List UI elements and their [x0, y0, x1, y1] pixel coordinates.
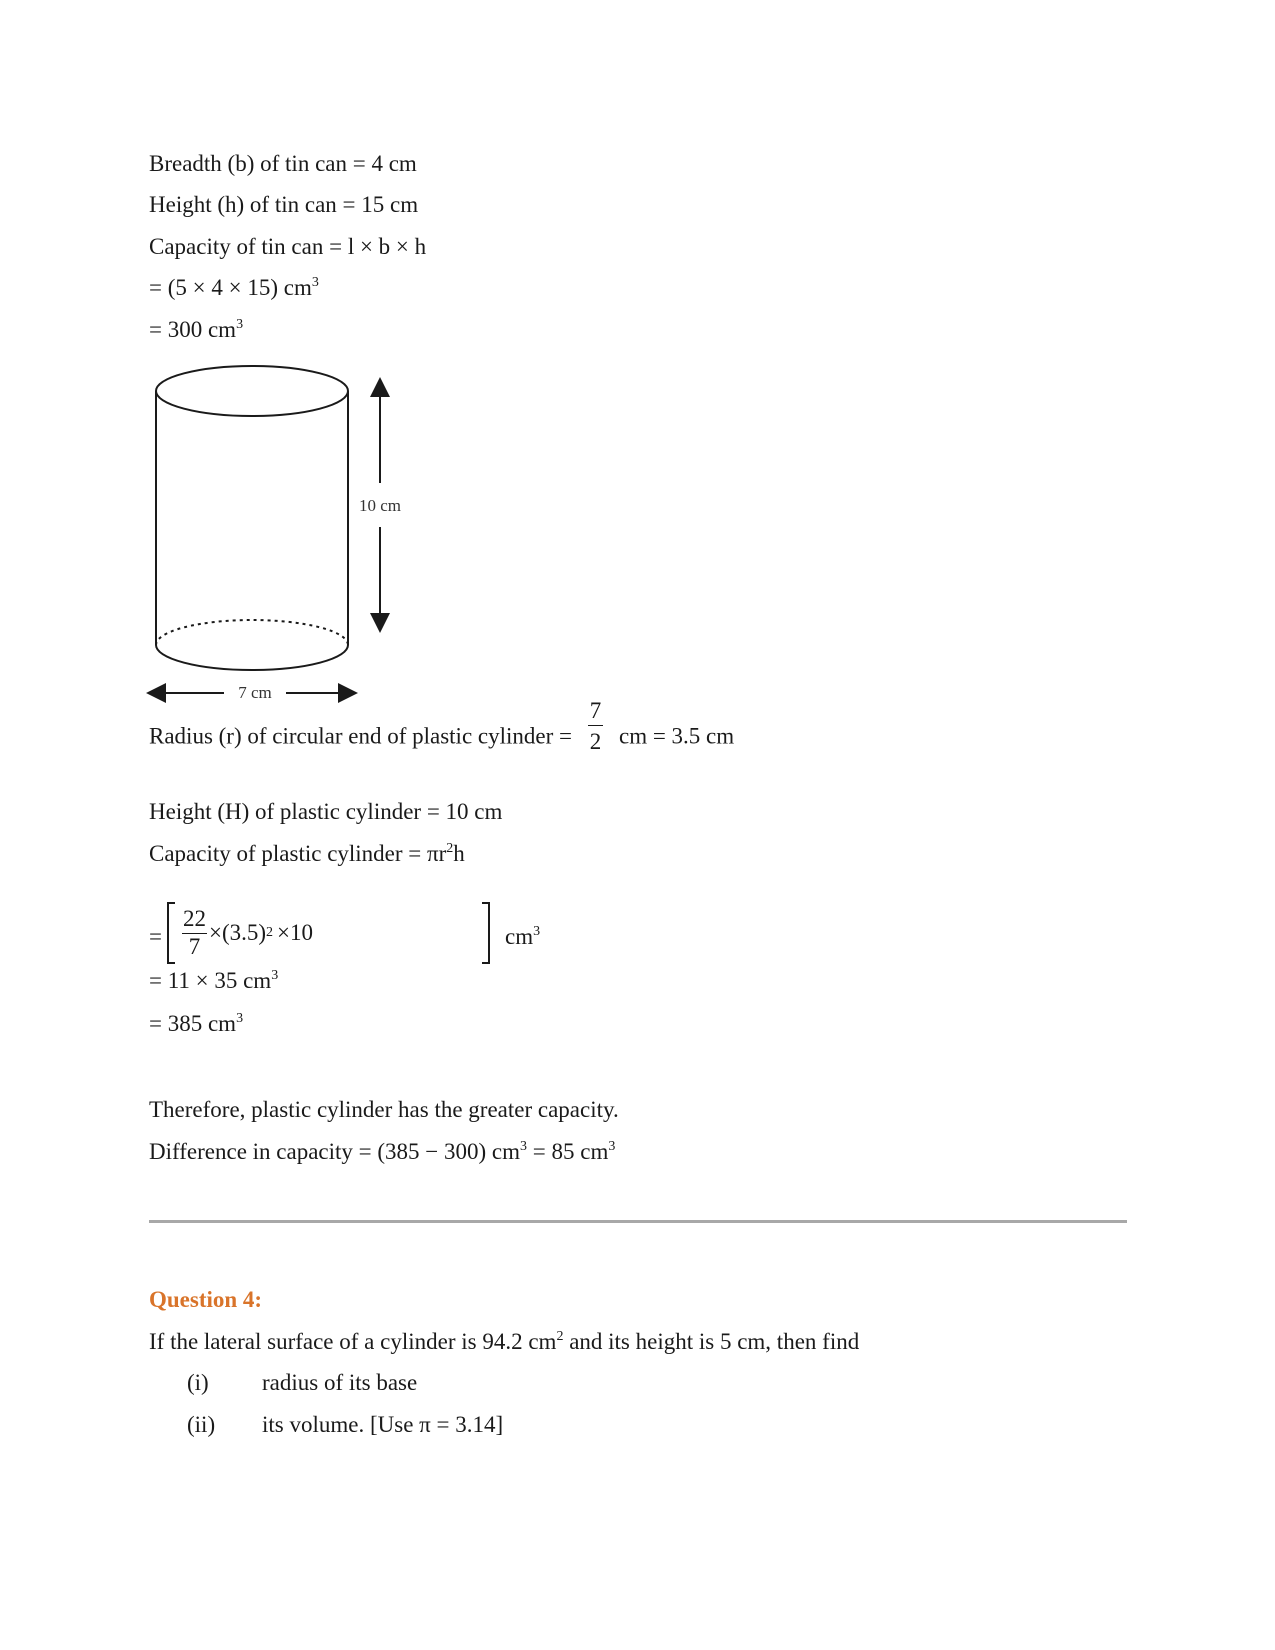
cylinder-figure	[140, 355, 430, 705]
unit-text: cm	[505, 924, 534, 949]
difference-line	[149, 1140, 615, 1163]
step-4-text: = 385 cm	[149, 1011, 237, 1036]
bracket-content: $\frac{22}{7}$ ×(3.5) 2 ×10	[183, 906, 314, 959]
capacity-step-3	[149, 969, 278, 992]
cylinder-top-ellipse	[156, 366, 348, 416]
diameter-label: 7 cm	[238, 683, 272, 702]
left-bracket	[167, 902, 175, 964]
question-item-text: radius of its base	[262, 1370, 418, 1395]
square-exponent: 2	[556, 1329, 564, 1344]
cube-exponent: 3	[311, 275, 319, 290]
cylinder-bottom-front	[156, 645, 348, 670]
fraction-numerator: 7	[588, 698, 604, 726]
height-label: 10 cm	[358, 496, 402, 515]
plastic-capacity-line	[149, 842, 465, 865]
question-item-number: (i)	[187, 1370, 209, 1395]
capacity-step-1	[149, 276, 319, 299]
question-text	[149, 1330, 859, 1353]
cylinder-bottom-back-dashed	[156, 620, 348, 645]
cube-exponent: 3	[608, 1139, 616, 1154]
capacity-formula: Capacity of plastic cylinder = πr	[149, 841, 447, 866]
difference-text: Difference in capacity = (385 − 300) cm	[149, 1139, 521, 1164]
section-divider	[149, 1220, 1127, 1223]
radius-line	[149, 698, 735, 755]
cube-exponent: 3	[533, 924, 541, 939]
height-line: Height (h) of tin can = 15 cm	[149, 192, 419, 217]
question-text-start: If the lateral surface of a cylinder is 94.2 cm	[149, 1329, 557, 1354]
bracket-numerator: 22	[182, 907, 207, 933]
bracket-end-term: ×10	[277, 920, 314, 945]
question-item-number: (ii)	[187, 1412, 216, 1437]
question-item-text: its volume. [Use π = 3.14]	[262, 1412, 504, 1437]
cube-exponent: 3	[236, 1011, 244, 1026]
equals-sign: =	[149, 924, 162, 949]
capacity-step-2	[149, 318, 243, 341]
breadth-line: Breadth (b) of tin can = 4 cm	[149, 151, 417, 176]
cube-exponent: 3	[271, 968, 279, 983]
difference-result: = 85 cm	[527, 1139, 609, 1164]
step-2-text: = 300 cm	[149, 317, 237, 342]
radius-text: Radius (r) of circular end of plastic cylinder =	[149, 723, 572, 749]
right-bracket	[482, 902, 490, 964]
fraction-denominator: 2	[589, 729, 602, 755]
radius-result: cm = 3.5 cm	[618, 723, 735, 749]
conclusion-line: Therefore, plastic cylinder has the greater capacity.	[149, 1097, 619, 1122]
bracket-unit	[505, 924, 540, 950]
capacity-formula-h: h	[453, 841, 465, 866]
bracket-middle-term: ×(3.5)	[209, 920, 267, 945]
cube-exponent: 3	[236, 317, 244, 332]
square-exponent: 2	[446, 841, 454, 856]
step-3-text: = 11 × 35 cm	[149, 968, 272, 993]
bracket-denominator: 7	[188, 933, 201, 959]
step-1-text: = (5 × 4 × 15) cm	[149, 275, 312, 300]
question-title: Question 4:	[149, 1287, 263, 1312]
cube-exponent: 3	[520, 1139, 528, 1154]
capacity-formula-line: Capacity of tin can = l × b × h	[149, 234, 427, 259]
capacity-step-4	[149, 1012, 243, 1035]
bracket-fraction	[182, 907, 207, 958]
radius-fraction	[588, 698, 604, 755]
plastic-height-line: Height (H) of plastic cylinder = 10 cm	[149, 799, 503, 824]
question-text-end: and its height is 5 cm, then find	[563, 1329, 860, 1354]
